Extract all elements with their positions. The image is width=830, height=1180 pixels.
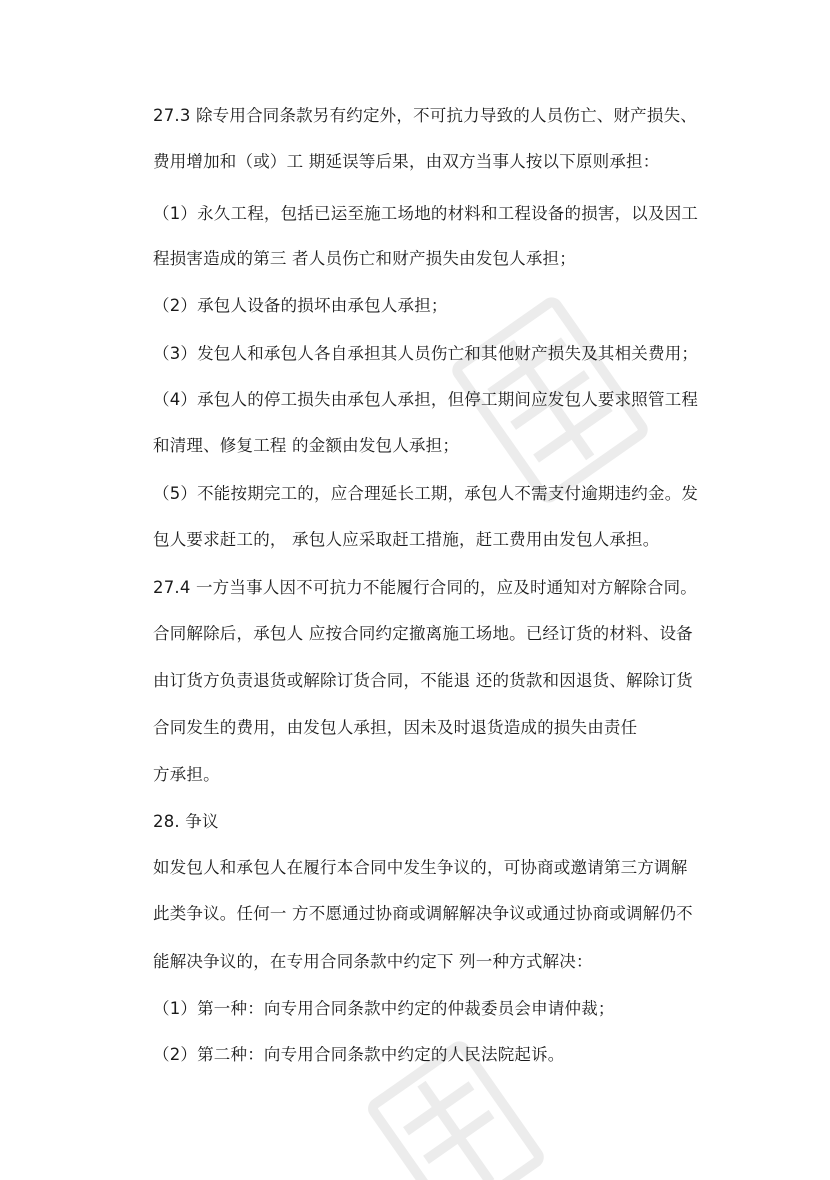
section-heading-28: 28. 争议: [153, 812, 219, 831]
text-line-21: （2）第二种：向专用合同条款中约定的人民法院起诉。: [153, 1045, 565, 1064]
text-line-4: 程损害造成的第三 者人员伤亡和财产损失由发包人承担；: [153, 249, 576, 268]
text-line-20: （1）第一种：向专用合同条款中约定的仲裁委员会申请仲裁；: [153, 999, 615, 1018]
text-line-3: （1）永久工程，包括已运至施工场地的材料和工程设备的损害，以及因工: [153, 204, 699, 223]
text-line-2: 费用增加和（或）工 期延误等后果，由双方当事人按以下原则承担：: [153, 152, 660, 171]
text-line-12: 合同解除后，承包人 应按合同约定撤离施工场地。已经订货的材料、设备: [153, 624, 693, 643]
text-line-5: （2）承包人设备的损坏由承包人承担；: [153, 296, 448, 315]
text-line-7: （4）承包人的停工损失由承包人承担，但停工期间应发包人要求照管工程: [153, 390, 699, 409]
text-line-1: 27.3 除专用合同条款另有约定外，不可抗力导致的人员伤亡、财产损失、: [153, 106, 697, 125]
text-line-9: （5）不能按期完工的，应合理延长工期，承包人不需支付逾期违约金。发: [153, 484, 699, 503]
text-line-10: 包人要求赶工的， 承包人应采取赶工措施，赶工费用由发包人承担。: [153, 530, 660, 549]
text-line-17: 如发包人和承包人在履行本合同中发生争议的，可协商或邀请第三方调解: [153, 858, 688, 877]
text-line-8: 和清理、修复工程 的金额由发包人承担；: [153, 436, 460, 455]
text-line-18: 此类争议。任何一 方不愿通过协商或调解解决争议或通过协商或调解仍不: [153, 904, 693, 923]
text-line-6: （3）发包人和承包人各自承担其人员伤亡和其他财产损失及其相关费用；: [153, 344, 699, 363]
text-line-15: 方承担。: [153, 765, 220, 784]
text-line-14: 合同发生的费用，由发包人承担，因未及时退货造成的损失由责任: [153, 718, 638, 737]
text-line-19: 能解决争议的，在专用合同条款中约定下 列一种方式解决：: [153, 952, 593, 971]
text-line-11: 27.4 一方当事人因不可抗力不能履行合同的，应及时通知对方解除合同。: [153, 578, 697, 597]
text-line-13: 由订货方负责退货或解除订货合同，不能退 还的货款和因退货、解除订货: [153, 671, 693, 690]
